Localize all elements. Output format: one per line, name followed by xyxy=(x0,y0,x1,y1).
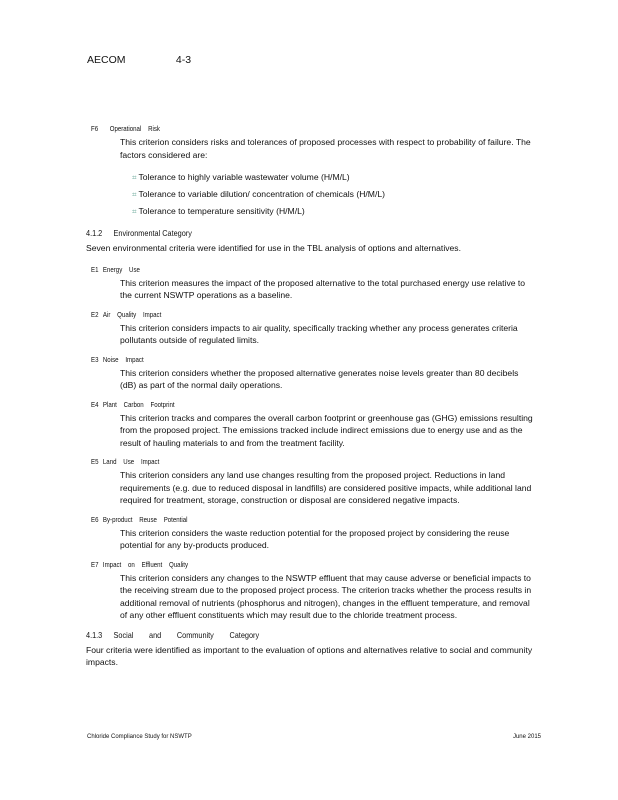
criterion-f6 xyxy=(86,124,534,220)
footer-title: Chloride Compliance Study for NSWTP xyxy=(87,734,192,740)
criterion-e1: E1 Energy Use This criterion measures the impact of the proposed alternative to the total purchased energy use relative to the current NSWTP operations as a baseline. xyxy=(91,264,526,300)
criterion-e5: E5 Land Use Impact This criterion considers any land use changes resulting from the proposed project. Reductions in land requirements (e.g. due to reduced disposal in landfills) are considered positive impacts, while additional land required for treatment, storage, construction or disposal are considered negative impacts. xyxy=(91,457,532,505)
criterion-e4: E4 Plant Carbon Footprint This criterion tracks and compares the overall carbon footprint or greenhouse gas (GHG) emissions resulting from the proposed project. The emissions tracked include indirect emissions due to energy use and as the result of hauling materials to and from the treatment facility. xyxy=(91,399,533,448)
footer-date: June 2015 xyxy=(512,734,541,740)
factor-item: ⌗ Tolerance to temperature sensitivity (H/M/L) xyxy=(132,206,305,216)
bullet-icon: ⌗ xyxy=(132,173,137,182)
criterion-e7: E7 Impact on Effluent Quality This criterion considers any changes to the NSWTP effluent that may cause adverse or beneficial impacts to the receiving stream due to the proposed project process. The criterion tracks whether the process results in additional removal of nutrients (phosphorus and nitrogen), changes in the effluent temperature, and removal of any other effluent constituents which may result due to the chloride treatment process. xyxy=(91,559,532,620)
section-text-4-1-2: Seven environmental criteria were identified for use in the TBL analysis of options and alternatives. xyxy=(86,243,461,253)
criterion-title: Operational Risk xyxy=(109,124,160,133)
factor-list xyxy=(132,169,534,220)
section-text-4-1-3: Four criteria were identified as important to the evaluation of options and alternatives relative to social and community impacts. xyxy=(86,644,533,667)
factor-item: ⌗ Tolerance to variable dilution/ concentration of chemicals (H/M/L) xyxy=(132,189,385,199)
page-footer xyxy=(87,734,541,740)
page-content xyxy=(86,124,534,679)
section-heading-4-1-2: 4.1.2 Environmental Category xyxy=(86,228,192,238)
page-header xyxy=(87,54,191,66)
criterion-text: This criterion considers risks and tolerances of proposed processes with respect to probability of failure. The factors considered are: xyxy=(120,137,531,160)
bullet-icon: ⌗ xyxy=(132,207,137,216)
section-heading-4-1-3: 4.1.3 Social and Community Category xyxy=(86,629,260,640)
header-page-number: 4-3 xyxy=(175,54,192,66)
criterion-code: F6 xyxy=(91,124,99,133)
bullet-icon: ⌗ xyxy=(132,190,137,199)
criterion-e6: E6 By-product Reuse Potential This criterion considers the waste reduction potential for the proposed project by considering the reuse potential for any by-products produced. xyxy=(91,514,510,550)
criterion-heading xyxy=(91,124,468,133)
factor-item: ⌗ Tolerance to highly variable wastewater volume (H/M/L) xyxy=(132,172,350,182)
header-org: AECOM xyxy=(87,54,126,66)
criterion-e2: E2 Air Quality Impact This criterion considers impacts to air quality, specifically tracking whether any process generates criteria pollutants outside of regulated limits. xyxy=(91,309,518,345)
criterion-e3: E3 Noise Impact This criterion considers whether the proposed alternative generates noise levels greater than 80 decibels (dB) as part of the normal daily operations. xyxy=(91,354,519,390)
